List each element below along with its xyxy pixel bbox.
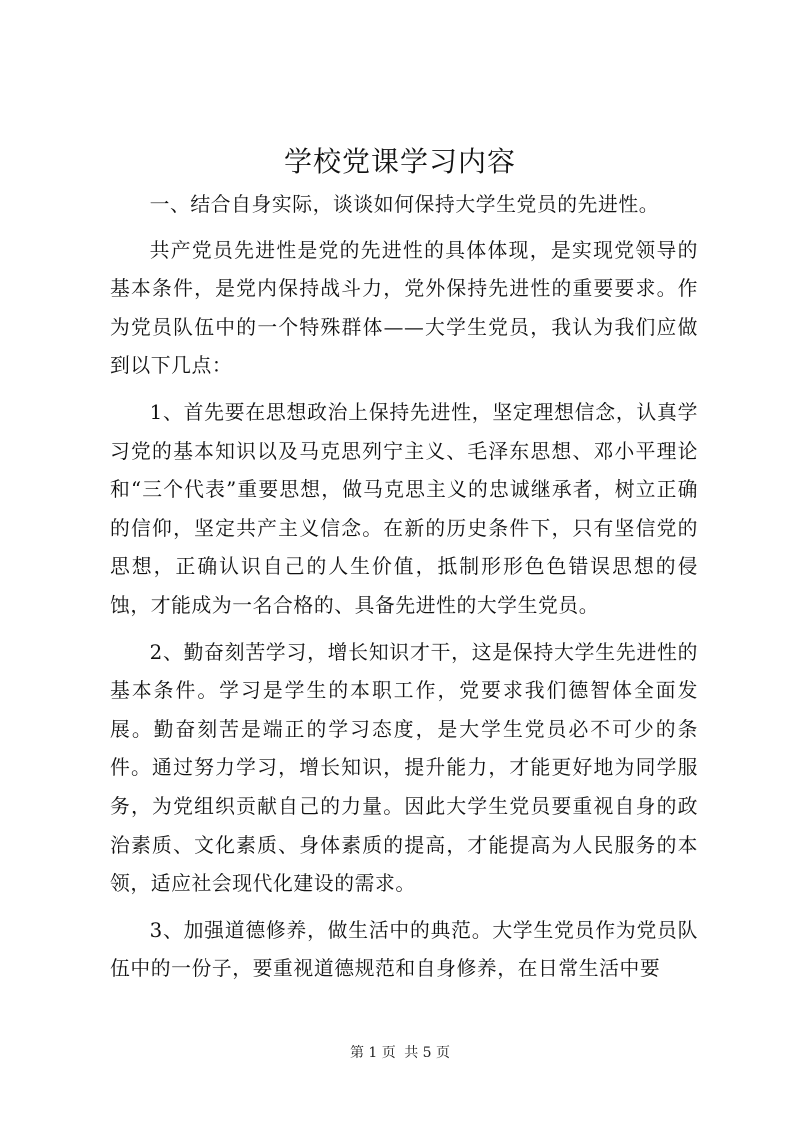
paragraph-point-2: 2、勤奋刻苦学习，增长知识才干，这是保持大学生先进性的基本条件。学习是学生的本职工作，党要求我们德智体全面发展。勤奋刻苦是端正的学习态度，是大学生党员必不可少的条件。通过努力学习，增长知识，提升能力，才能更好地为同学服务，为党组织贡献自己的力量。因此大学生党员要重视自身的政治素质、文化素质、身体素质的提高，才能提高为人民服务的本领，适应社会现代化建设的需求。 xyxy=(110,640,698,896)
paragraph-point-1: 1、首先要在思想政治上保持先进性，坚定理想信念，认真学习党的基本知识以及马克思列宁主义、毛泽东思想、邓小平理论和“三个代表”重要思想，做马克思主义的忠诚继承者，树立正确的信仰，坚定共产主义信念。在新的历史条件下，只有坚信党的思想，正确认识自己的人生价值，抵制形形色色错误思想的侵蚀，才能成为一名合格的、具备先进性的大学生党员。 xyxy=(110,400,698,617)
page-number: 第 1 页 xyxy=(349,1045,396,1061)
page-total: 共 5 页 xyxy=(404,1045,451,1061)
paragraph-point-3: 3、加强道德修养，做生活中的典范。大学生党员作为党员队伍中的一份子，要重视道德规范和自身修养，在日常生活中要 xyxy=(110,918,698,981)
document-title: 学校党课学习内容 xyxy=(283,145,516,178)
paragraph-intro: 共产党员先进性是党的先进性的具体体现，是实现党领导的基本条件，是党内保持战斗力，党外保持先进性的重要要求。作为党员队伍中的一个特殊群体——大学生党员，我认为我们应做到以下几点： xyxy=(110,238,698,378)
section-heading-1: 一、结合自身实际，谈谈如何保持大学生党员的先进性。 xyxy=(149,193,660,216)
document-body xyxy=(110,186,698,997)
page-footer xyxy=(0,1043,800,1063)
